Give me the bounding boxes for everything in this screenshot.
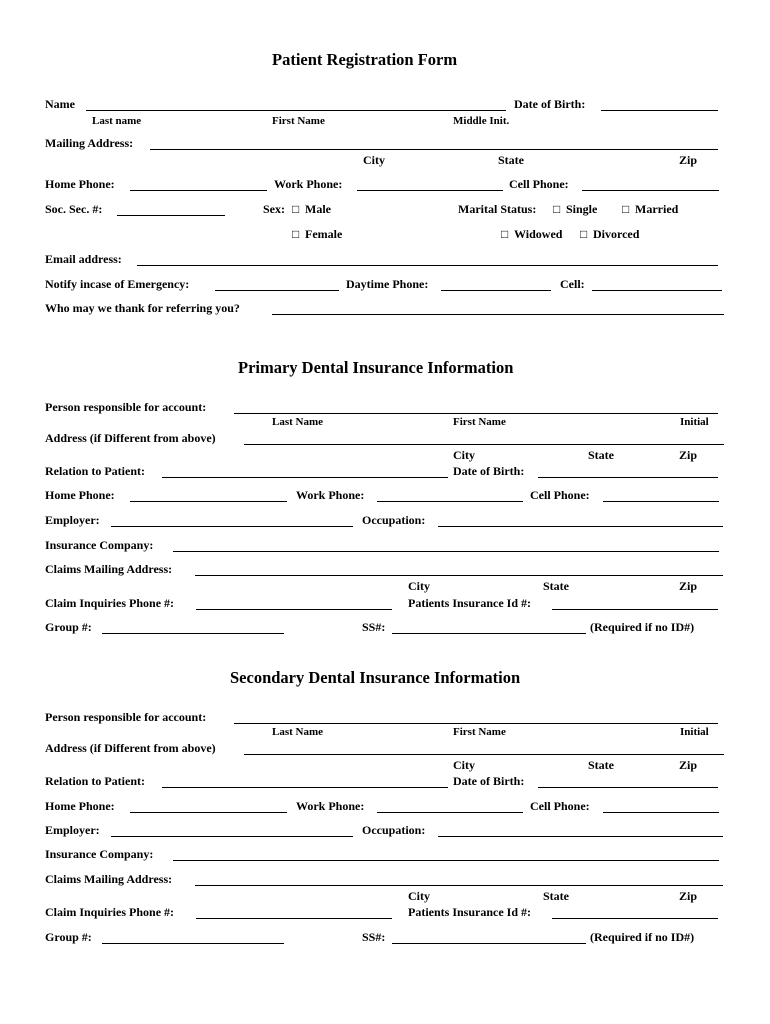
home-phone-label: Home Phone: [45,177,115,191]
secondary-responsible-label: Person responsible for account: [45,710,207,724]
name-field[interactable] [86,97,506,111]
dob-field[interactable] [601,97,718,111]
primary-home-phone-label: Home Phone: [45,488,115,502]
married-checkbox[interactable]: □ [622,202,630,216]
secondary-dob-label: Date of Birth: [453,774,525,788]
primary-work-phone-field[interactable] [377,488,523,502]
zip-caption: Zip [679,153,698,167]
female-label: Female [305,227,343,241]
name-label: Name [45,97,75,111]
primary-insurance-company-field[interactable] [173,538,719,552]
primary-insurance-heading: Primary Dental Insurance Information [238,358,514,377]
primary-cell-phone-field[interactable] [603,488,719,502]
referral-label: Who may we thank for referring you? [45,301,240,315]
secondary-occupation-field[interactable] [438,823,723,837]
primary-last-name-caption: Last Name [272,416,324,428]
secondary-employer-label: Employer: [45,823,100,837]
secondary-cell-phone-label: Cell Phone: [530,799,590,813]
state-caption: State [498,153,524,167]
primary-ss-label: SS#: [362,620,386,634]
secondary-insurance-company-label: Insurance Company: [45,847,154,861]
primary-dob-label: Date of Birth: [453,464,525,478]
secondary-insurance-company-field[interactable] [173,847,719,861]
primary-relation-label: Relation to Patient: [45,464,145,478]
primary-cell-phone-label: Cell Phone: [530,488,590,502]
secondary-insurance-id-label: Patients Insurance Id #: [408,905,532,919]
secondary-last-name-caption: Last Name [272,726,324,738]
single-checkbox[interactable]: □ [553,202,561,216]
primary-claim-phone-label: Claim Inquiries Phone #: [45,596,175,610]
secondary-relation-label: Relation to Patient: [45,774,145,788]
primary-responsible-label: Person responsible for account: [45,400,207,414]
primary-dob-field[interactable] [538,464,718,478]
primary-ss-field[interactable] [392,620,586,634]
secondary-responsible-field[interactable] [234,710,718,724]
secondary-claims-address-field[interactable] [195,872,723,886]
primary-claims-city-caption: City [408,579,430,593]
secondary-cell-phone-field[interactable] [603,799,719,813]
primary-responsible-field[interactable] [234,400,718,414]
primary-employer-label: Employer: [45,513,100,527]
ssn-label: Soc. Sec. #: [45,202,103,216]
secondary-required-note: (Required if no ID#) [590,930,695,944]
secondary-city-caption: City [453,758,475,772]
primary-claims-state-caption: State [543,579,569,593]
emergency-contact-field[interactable] [215,277,339,291]
secondary-relation-field[interactable] [162,774,448,788]
work-phone-field[interactable] [357,177,503,191]
primary-employer-field[interactable] [111,513,353,527]
home-phone-field[interactable] [130,177,267,191]
primary-claims-address-field[interactable] [195,562,723,576]
secondary-claims-address-label: Claims Mailing Address: [45,872,173,886]
divorced-label: Divorced [593,227,640,241]
secondary-state-caption: State [588,758,614,772]
emergency-contact-label: Notify incase of Emergency: [45,277,190,291]
primary-group-label: Group #: [45,620,92,634]
female-checkbox[interactable]: □ [292,227,300,241]
secondary-claims-state-caption: State [543,889,569,903]
email-label: Email address: [45,252,122,266]
male-label: Male [305,202,331,216]
secondary-insurance-id-field[interactable] [552,905,718,919]
marital-status-label: Marital Status: [458,202,537,216]
primary-relation-field[interactable] [162,464,448,478]
referral-field[interactable] [272,301,724,315]
secondary-first-name-caption: First Name [453,726,506,738]
primary-home-phone-field[interactable] [130,488,287,502]
primary-state-caption: State [588,448,614,462]
dob-label: Date of Birth: [514,97,586,111]
primary-city-caption: City [453,448,475,462]
city-caption: City [363,153,385,167]
work-phone-label: Work Phone: [274,177,343,191]
secondary-employer-field[interactable] [111,823,353,837]
secondary-occupation-label: Occupation: [362,823,426,837]
primary-claim-phone-field[interactable] [196,596,392,610]
emergency-cell-label: Cell: [560,277,585,291]
last-name-caption: Last name [92,115,142,127]
secondary-claims-city-caption: City [408,889,430,903]
primary-first-name-caption: First Name [453,416,506,428]
secondary-claim-phone-label: Claim Inquiries Phone #: [45,905,175,919]
primary-group-field[interactable] [102,620,284,634]
primary-initial-caption: Initial [680,416,709,428]
single-label: Single [566,202,598,216]
cell-phone-label: Cell Phone: [509,177,569,191]
secondary-dob-field[interactable] [538,774,718,788]
secondary-address-label: Address (if Different from above) [45,741,216,755]
primary-claims-zip-caption: Zip [679,579,698,593]
primary-occupation-label: Occupation: [362,513,426,527]
secondary-claims-zip-caption: Zip [679,889,698,903]
widowed-label: Widowed [514,227,563,241]
primary-zip-caption: Zip [679,448,698,462]
primary-insurance-company-label: Insurance Company: [45,538,154,552]
emergency-cell-field[interactable] [592,277,722,291]
primary-occupation-field[interactable] [438,513,723,527]
secondary-claim-phone-field[interactable] [196,905,392,919]
divorced-checkbox[interactable]: □ [580,227,588,241]
primary-address-label: Address (if Different from above) [45,431,216,445]
primary-claims-address-label: Claims Mailing Address: [45,562,173,576]
primary-work-phone-label: Work Phone: [296,488,365,502]
secondary-zip-caption: Zip [679,758,698,772]
email-field[interactable] [137,252,718,266]
mailing-address-label: Mailing Address: [45,136,134,150]
primary-required-note: (Required if no ID#) [590,620,695,634]
daytime-phone-field[interactable] [441,277,551,291]
primary-insurance-id-label: Patients Insurance Id #: [408,596,532,610]
form-title: Patient Registration Form [272,50,458,69]
cell-phone-field[interactable] [582,177,719,191]
sex-label: Sex: [263,202,285,216]
widowed-checkbox[interactable]: □ [501,227,509,241]
secondary-initial-caption: Initial [680,726,709,738]
mailing-address-field[interactable] [150,136,718,150]
married-label: Married [635,202,679,216]
secondary-group-field[interactable] [102,930,284,944]
secondary-group-label: Group #: [45,930,92,944]
daytime-phone-label: Daytime Phone: [346,277,429,291]
secondary-work-phone-label: Work Phone: [296,799,365,813]
first-name-caption: First Name [272,115,325,127]
secondary-ss-label: SS#: [362,930,386,944]
secondary-work-phone-field[interactable] [377,799,523,813]
secondary-home-phone-field[interactable] [130,799,287,813]
secondary-address-field[interactable] [244,741,724,755]
secondary-home-phone-label: Home Phone: [45,799,115,813]
secondary-insurance-heading: Secondary Dental Insurance Information [230,668,521,687]
secondary-ss-field[interactable] [392,930,586,944]
male-checkbox[interactable]: □ [292,202,300,216]
primary-insurance-id-field[interactable] [552,596,718,610]
middle-init-caption: Middle Init. [453,115,510,127]
primary-address-field[interactable] [244,431,724,445]
ssn-field[interactable] [117,202,225,216]
